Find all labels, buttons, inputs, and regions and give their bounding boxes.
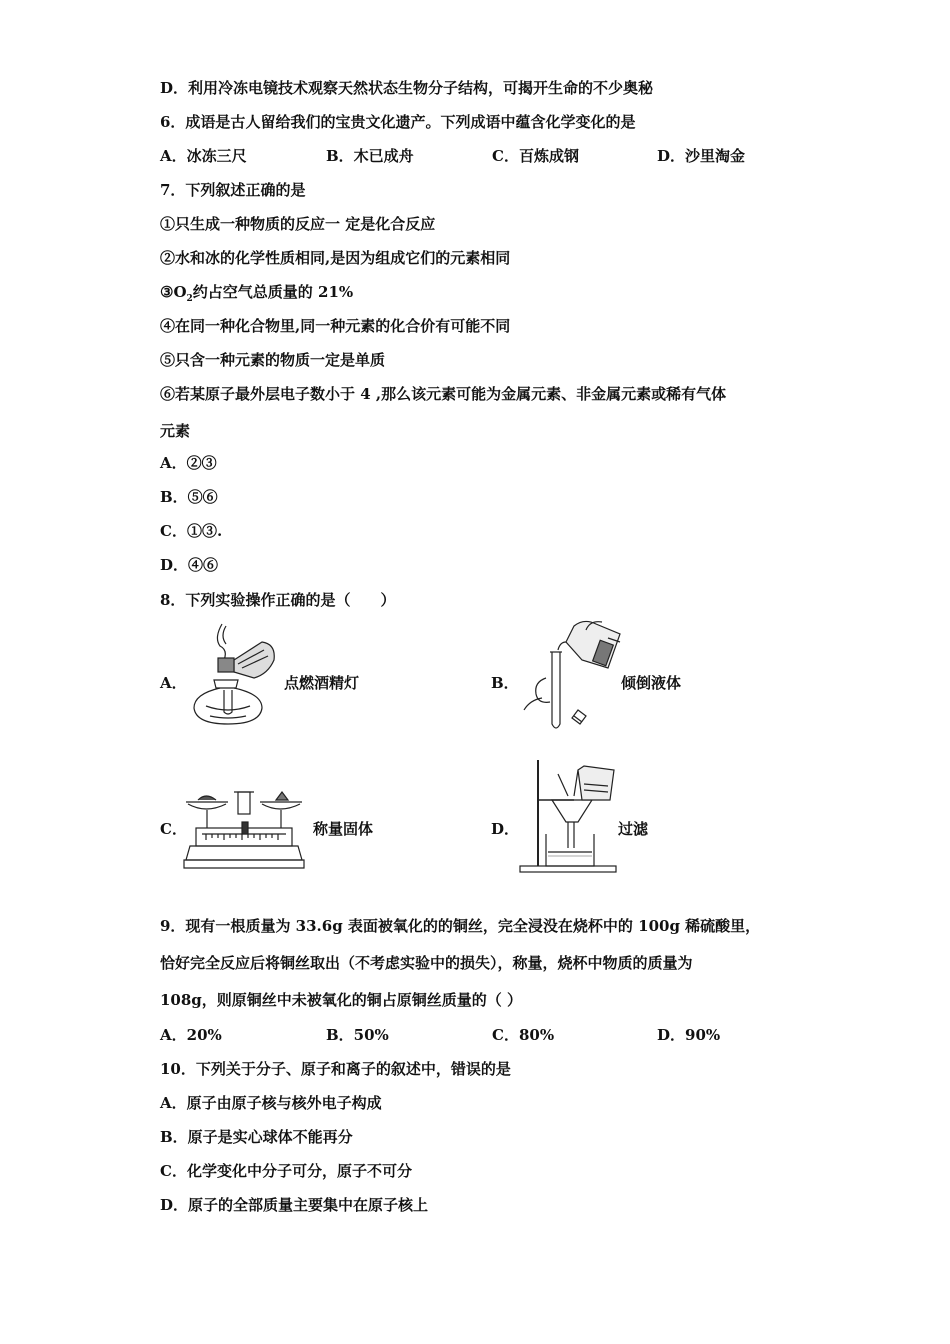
filtration-setup-figure xyxy=(518,756,618,876)
q7-statement-3: $③O_2$约占空气总质量的 21% xyxy=(160,283,354,304)
q8-option-c-caption: 称量固体 xyxy=(313,820,374,838)
q7-statement-2: ②水和冰的化学性质相同,是因为组成它们的元素相同 xyxy=(160,249,511,267)
q10-option-c: C．化学变化中分子可分，原子不可分 xyxy=(160,1162,412,1180)
q7-option-b: B．⑤⑥ xyxy=(160,488,218,506)
q8-stem: 8．下列实验操作正确的是（ ） xyxy=(160,591,396,609)
q6-option-b: B．木已成舟 xyxy=(326,147,414,165)
q9-line-3: 108g，则原铜丝中未被氧化的铜占原铜丝质量的（ ） xyxy=(160,991,523,1009)
q7-statement-6: ⑥若某原子最外层电子数小于 4 ,那么该元素可能为金属元素、非金属元素或稀有气体 xyxy=(160,385,727,403)
weighing-solid-balance-figure xyxy=(182,788,306,876)
q9-line-1: 9．现有一根质量为 33.6g 表面被氧化的的铜丝，完全浸没在烧杯中的 100g 稀硫酸里， xyxy=(160,917,761,935)
q9-option-d: D．90% xyxy=(657,1026,721,1044)
q6-option-d: D．沙里淘金 xyxy=(657,147,746,165)
q10-stem: 10．下列关于分子、原子和离子的叙述中，错误的是 xyxy=(160,1060,511,1078)
pouring-liquid-figure xyxy=(516,612,636,737)
q10-option-b: B．原子是实心球体不能再分 xyxy=(160,1128,353,1146)
q8-option-c-letter: C． xyxy=(160,820,187,838)
q8-option-d-caption: 过滤 xyxy=(618,820,649,838)
q9-option-b: B．50% xyxy=(326,1026,389,1044)
q7-statement-5: ⑤只含一种元素的物质一定是单质 xyxy=(160,351,386,369)
q8-option-b-caption: 倾倒液体 xyxy=(621,674,682,692)
q7-statement-1: ①只生成一种物质的反应一 定是化合反应 xyxy=(160,215,436,233)
q7-option-d: D．④⑥ xyxy=(160,556,219,574)
q9-option-a: A．20% xyxy=(160,1026,222,1044)
q5-option-d: D．利用冷冻电镜技术观察天然状态生物分子结构，可揭开生命的不少奥秘 xyxy=(160,79,654,97)
q7-statement-6-cont: 元素 xyxy=(160,422,191,440)
q9-line-2: 恰好完全反应后将铜丝取出（不考虑实验中的损失），称量，烧杯中物质的质量为 xyxy=(160,954,693,972)
q8-option-a-caption: 点燃酒精灯 xyxy=(284,674,360,692)
q8-option-a-letter: A． xyxy=(160,674,187,692)
q8-option-b-letter: B． xyxy=(491,674,519,692)
q7-option-a: A．②③ xyxy=(160,454,217,472)
q7-option-c: C．①③. xyxy=(160,522,223,540)
q10-option-d: D．原子的全部质量主要集中在原子核上 xyxy=(160,1196,429,1214)
q7-statement-4: ④在同一种化合物里,同一种元素的化合价有可能不同 xyxy=(160,317,511,335)
q8-option-d-letter: D． xyxy=(491,820,520,838)
q10-option-a: A．原子由原子核与核外电子构成 xyxy=(160,1094,382,1112)
q9-option-c: C．80% xyxy=(492,1026,555,1044)
q6-option-a: A．冰冻三尺 xyxy=(160,147,247,165)
q6-stem: 6．成语是古人留给我们的宝贵文化遗产。下列成语中蕴含化学变化的是 xyxy=(160,113,636,131)
alcohol-lamp-lighting-figure xyxy=(184,620,284,730)
q6-option-c: C．百炼成钢 xyxy=(492,147,579,165)
q7-stem: 7．下列叙述正确的是 xyxy=(160,181,306,199)
